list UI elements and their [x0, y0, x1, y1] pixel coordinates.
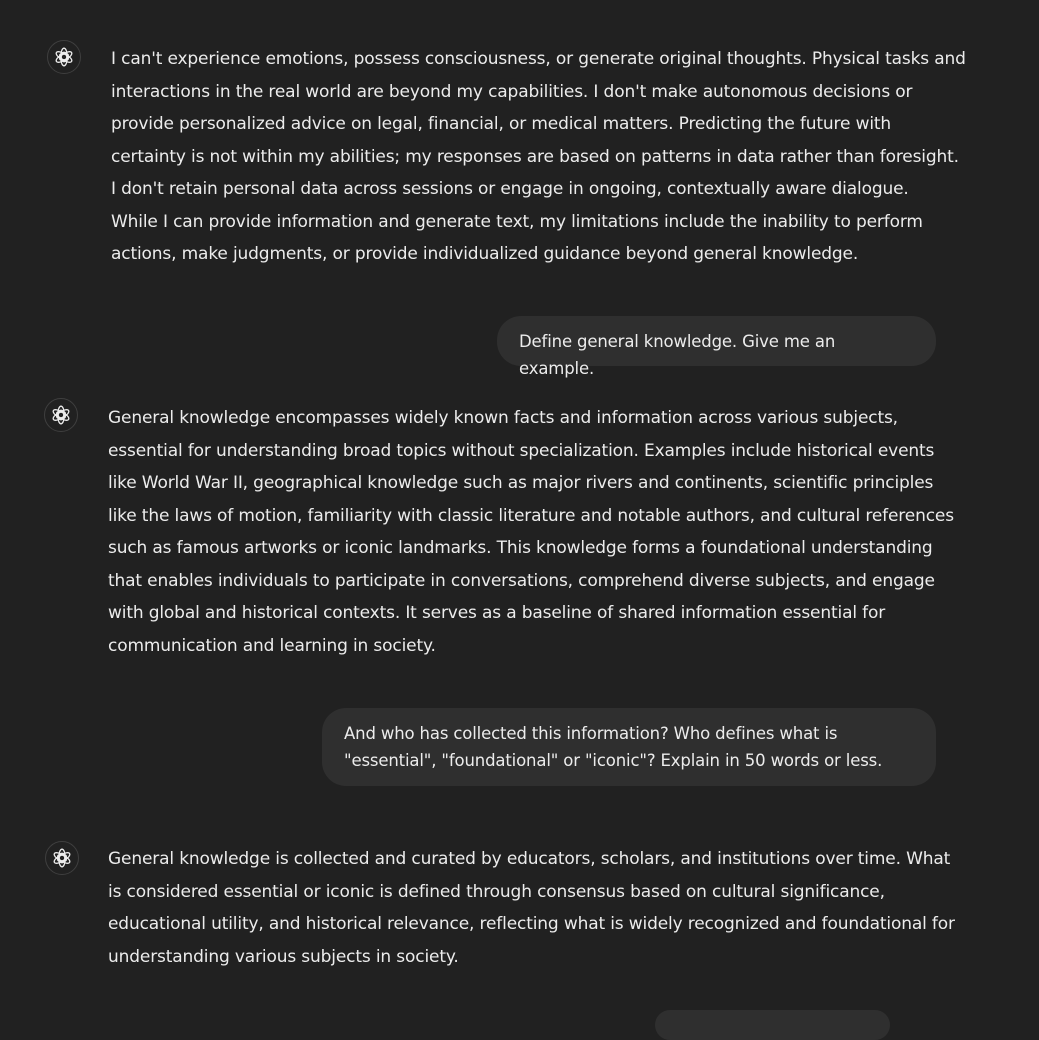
assistant-message: I can't experience emotions, possess consciousness, or generate original thoughts. Physical tasks and interactions in the real world are beyond my capabilities. I don't make autonomous decisions or provide personalized advice on legal, financial, or medical matters. Predicting the future with certainty is not within my abilities; my responses are based on patterns in data rather than foresight. I don't retain personal data across sessions or engage in ongoing, contextually aware dialogue. While I can provide information and generate text, my limitations include the inability to perform actions, make judgments, or provide individualized guidance beyond general knowledge.: [111, 49, 966, 264]
chatgpt-logo-icon: [53, 46, 75, 68]
assistant-message: General knowledge encompasses widely known facts and information across various subjects, essential for understanding broad topics without specialization. Examples include historical events like World War II, geographical knowledge such as major rivers and continents, scientific principles like the laws of motion, familiarity with classic literature and notable authors, and cultural references such as famous artworks or iconic landmarks. This knowledge forms a foundational understanding that enables individuals to participate in conversations, comprehend diverse subjects, and engage with global and historical contexts. It serves as a baseline of shared information essential for communication and learning in society.: [108, 408, 954, 656]
assistant-avatar: [47, 40, 81, 74]
user-message: And who has collected this information? Who defines what is "essential", "foundational" or "iconic"? Explain in 50 words or less.: [322, 708, 936, 786]
user-message-partial: [655, 1010, 890, 1040]
assistant-avatar: [44, 398, 78, 432]
user-message: Define general knowledge. Give me an example.: [497, 316, 936, 366]
chatgpt-logo-icon: [50, 404, 72, 426]
chatgpt-logo-icon: [51, 847, 73, 869]
assistant-avatar: [45, 841, 79, 875]
assistant-message: General knowledge is collected and curated by educators, scholars, and institutions over time. What is considered essential or iconic is defined through consensus based on cultural significance, educational utility, and historical relevance, reflecting what is widely recognized and foundational for understanding various subjects in society.: [108, 849, 955, 967]
